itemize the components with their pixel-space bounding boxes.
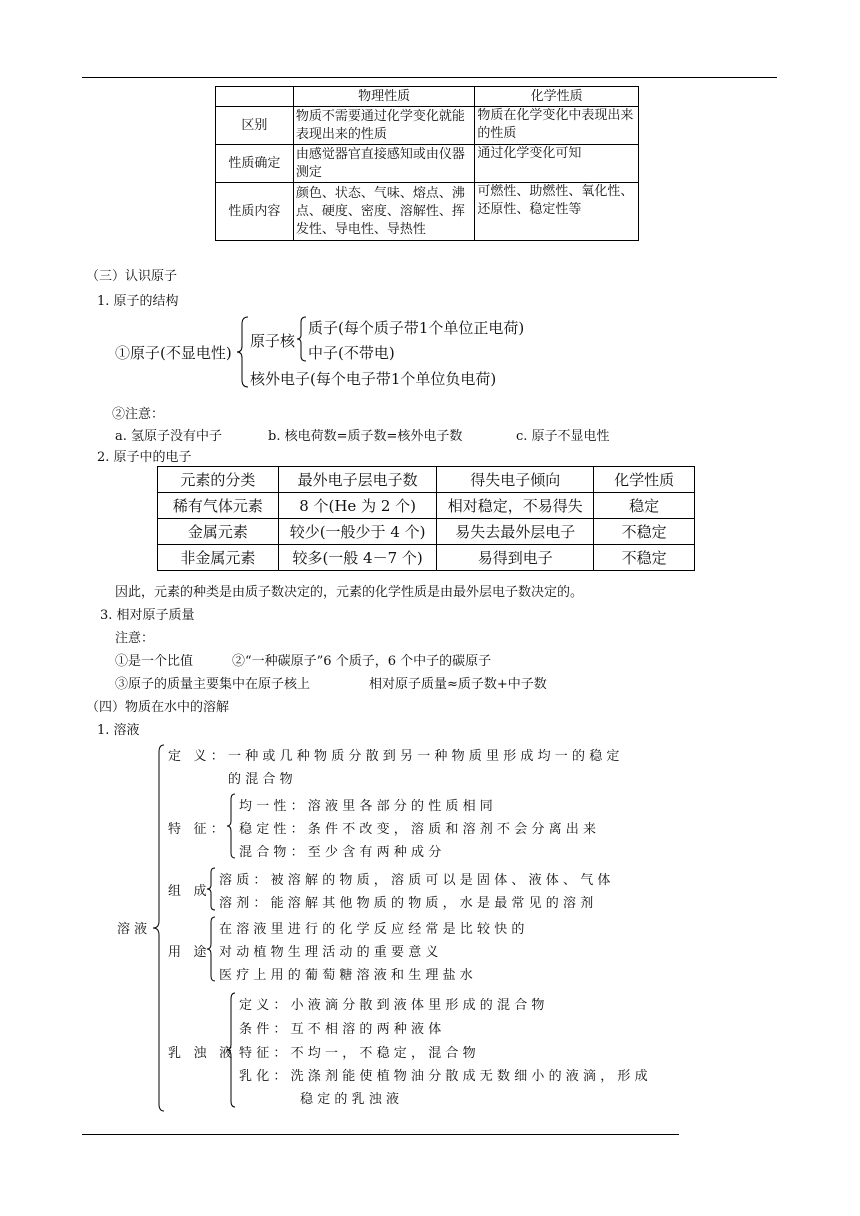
definition-text-line2: 的混合物 xyxy=(228,772,297,787)
table2-cell: 易失去最外层电子 xyxy=(437,519,594,545)
note-label: ②注意： xyxy=(112,407,165,422)
table2-cell: 不稳定 xyxy=(594,545,695,571)
table2-header: 元素的分类 xyxy=(158,467,279,493)
section4-title: （四）物质在水中的溶解 xyxy=(86,700,230,715)
table1-header-empty xyxy=(216,87,294,107)
footer-rule xyxy=(82,1134,679,1135)
table2-cell: 易得到电子 xyxy=(437,545,594,571)
note2-item-3: ③原子的质量主要集中在原子核上 xyxy=(115,677,311,692)
use-item-2: 对动植物生理活动的重要意义 xyxy=(219,945,443,960)
emulsion-item-3: 特征：不均一，不稳定，混合物 xyxy=(239,1046,480,1061)
table1-cell: 通过化学变化可知 xyxy=(475,145,639,183)
table2-cell: 8 个(He 为 2 个) xyxy=(278,493,437,519)
note2-item-2: ②“一种碳原子”6 个质子，6 个中子的碳原子 xyxy=(232,654,492,669)
electron-table xyxy=(157,466,695,571)
emulsion-label: 乳 浊 液 xyxy=(168,1046,237,1061)
atom-label: ①原子(不显电性) xyxy=(115,344,232,362)
brace-icon xyxy=(206,867,216,911)
note-b: b. 核电荷数=质子数=核外电子数 xyxy=(268,429,463,444)
properties-table xyxy=(215,86,639,241)
note2-item-4: 相对原子质量≈质子数+中子数 xyxy=(369,677,547,692)
table2-header: 化学性质 xyxy=(594,467,695,493)
composition-item-1: 溶质：被溶解的物质，溶质可以是固体、液体、气体 xyxy=(219,873,615,888)
table2-cell: 稀有气体元素 xyxy=(158,493,279,519)
brace-icon xyxy=(152,744,166,1112)
note-a: a. 氢原子没有中子 xyxy=(115,429,223,444)
feature-label: 特 征： xyxy=(168,822,228,837)
brace-icon xyxy=(206,916,216,982)
use-label: 用 途 xyxy=(168,945,211,960)
table2-cell: 金属元素 xyxy=(158,519,279,545)
brace-icon xyxy=(226,793,236,859)
note-c: c. 原子不显电性 xyxy=(516,429,610,444)
conclusion-text: 因此，元素的种类是由质子数决定的，元素的化学性质是由最外层电子数决定的。 xyxy=(115,585,584,600)
table2-header: 最外电子层电子数 xyxy=(278,467,437,493)
table1-header-chemical: 化学性质 xyxy=(475,87,639,107)
composition-item-2: 溶剂：能溶解其他物质的物质，水是最常见的溶剂 xyxy=(219,896,598,911)
table1-cell: 可燃性、助燃性、氧化性、还原性、稳定性等 xyxy=(475,183,639,241)
table1-row-label: 区别 xyxy=(216,107,294,145)
table1-cell: 由感觉器官直接感知或由仪器测定 xyxy=(293,145,475,183)
brace-icon xyxy=(226,992,236,1108)
definition-text-line1: 一种或几种物质分散到另一种物质里形成均一的稳定 xyxy=(228,749,624,764)
proton-label: 质子(每个质子带1个单位正电荷) xyxy=(308,319,525,337)
note2-item-1: ①是一个比值 xyxy=(115,654,194,669)
note2-label: 注意： xyxy=(115,631,155,646)
nucleus-label: 原子核 xyxy=(250,332,296,350)
table2-cell: 较少(一般少于 4 个) xyxy=(278,519,437,545)
section3-sub3: 3. 相对原子质量 xyxy=(100,608,195,623)
table1-cell: 物质在化学变化中表现出来的性质 xyxy=(475,107,639,145)
emulsion-item-4-line1: 乳化：洗涤剂能使植物油分散成无数细小的液滴，形成 xyxy=(239,1069,652,1084)
emulsion-item-1: 定义：小液滴分散到液体里形成的混合物 xyxy=(239,998,549,1013)
table1-cell: 颜色、状态、气味、熔点、沸点、硬度、密度、溶解性、挥发性、导电性、导热性 xyxy=(293,183,475,241)
feature-item-3: 混合物：至少含有两种成分 xyxy=(239,845,446,860)
table1-cell: 物质不需要通过化学变化就能表现出来的性质 xyxy=(293,107,475,145)
table2-header: 得失电子倾向 xyxy=(437,467,594,493)
table1-header-physical: 物理性质 xyxy=(293,87,475,107)
emulsion-item-2: 条件：互不相溶的两种液体 xyxy=(239,1022,446,1037)
section3-sub1: 1. 原子的结构 xyxy=(97,294,179,309)
table2-cell: 不稳定 xyxy=(594,519,695,545)
use-item-1: 在溶液里进行的化学反应经常是比较快的 xyxy=(219,922,529,937)
neutron-label: 中子(不带电) xyxy=(308,344,395,362)
composition-label: 组 成 xyxy=(168,884,211,899)
table2-cell: 稳定 xyxy=(594,493,695,519)
emulsion-item-4-line2: 稳定的乳浊液 xyxy=(300,1092,404,1107)
feature-item-1: 均一性：溶液里各部分的性质相同 xyxy=(239,799,498,814)
section4-sub1: 1. 溶液 xyxy=(97,723,140,738)
table2-cell: 非金属元素 xyxy=(158,545,279,571)
table2-cell: 相对稳定，不易得失 xyxy=(437,493,594,519)
header-rule xyxy=(82,77,777,78)
section3-title: （三）认识原子 xyxy=(86,269,178,284)
solution-root-label: 溶 液 xyxy=(117,922,148,937)
table1-row-label: 性质确定 xyxy=(216,145,294,183)
table2-cell: 较多(一般 4－7 个) xyxy=(278,545,437,571)
definition-label: 定 义： xyxy=(168,749,228,764)
brace-icon xyxy=(236,316,250,388)
feature-item-2: 稳定性：条件不改变，溶质和溶剂不会分离出来 xyxy=(239,822,601,837)
section3-sub2: 2. 原子中的电子 xyxy=(97,450,192,465)
brace-icon xyxy=(296,316,308,362)
table1-row-label: 性质内容 xyxy=(216,183,294,241)
electron-label: 核外电子(每个电子带1个单位负电荷) xyxy=(250,370,497,388)
use-item-3: 医疗上用的葡萄糖溶液和生理盐水 xyxy=(219,968,478,983)
